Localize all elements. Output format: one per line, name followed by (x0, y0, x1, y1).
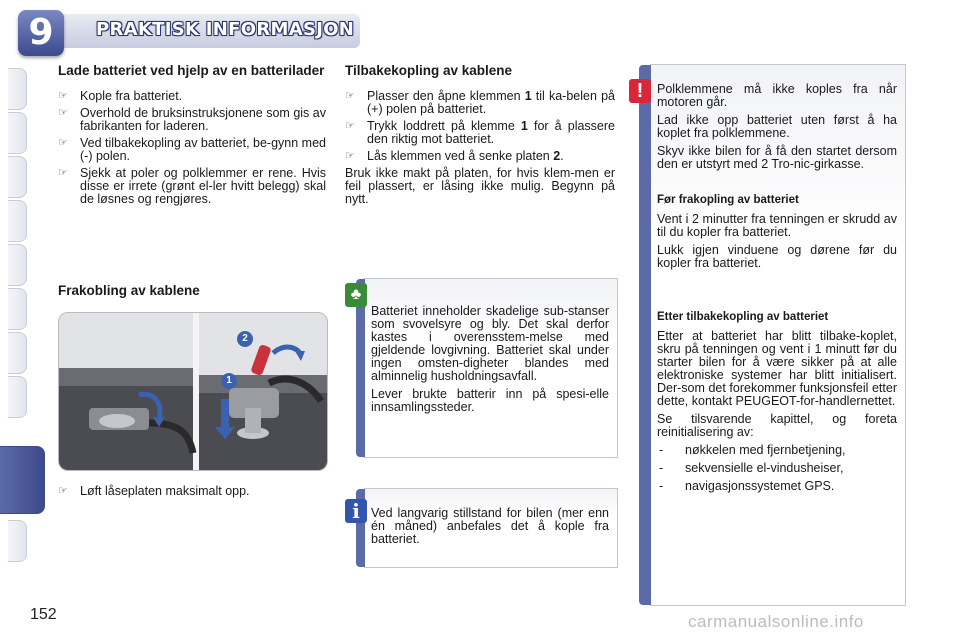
list-item: ☞ Overhold de bruksinstruksjonene som gis av fabrikanten for laderen. (58, 106, 326, 133)
chapter-number: 9 (18, 10, 64, 56)
chapter-tab-active[interactable] (0, 446, 45, 514)
chapter-tab[interactable] (8, 68, 27, 110)
list-item: ☞ Løft låseplaten maksimalt opp. (58, 484, 250, 498)
list-item: - navigasjonssystemet GPS. (659, 479, 835, 493)
chapter-tabs (0, 60, 34, 580)
after-text-1: Etter at batteriet har blitt tilbake-koplet, skru på tenningen og vent i 1 minutt før du starter bilen for å være sikker på at alle elektroniske systemer har blitt initialisert. Der-som det forekommer funksjonsfeil etter dette, kontakt PEUGEOT-for-handlernettet. (657, 329, 897, 408)
exclamation-icon: ! (629, 79, 651, 103)
list-item: ☞ Kople fra batteriet. (58, 89, 183, 103)
section-heading-reconnect: Tilbakekopling av kablene (345, 63, 513, 78)
page-title: PRAKTISK INFORMASJON (96, 19, 355, 40)
list-item: ☞ Ved tilbakekopling av batteriet, be-gynn med (-) polen. (58, 136, 326, 163)
pointing-hand-icon: ☞ (58, 485, 68, 497)
watermark: carmanualsonline.info (688, 612, 864, 631)
pointing-hand-icon: ☞ (345, 90, 355, 102)
battery-clamp-illustration (58, 312, 328, 471)
column-2 (345, 63, 615, 211)
pointing-hand-icon: ☞ (58, 107, 68, 119)
eco-text-1: Batteriet inneholder skadelige sub-stanser som svovelsyre og bly. Det skal derfor kastes i overensstem-melse med gjeldende lovgivning. Batteriet skal under ingen omsten-digheter blandes med alminnelig husholdningsavfall. (371, 304, 609, 383)
disconnect-steps (58, 485, 326, 502)
info-icon: i (345, 499, 367, 523)
chapter-tab[interactable] (8, 156, 27, 198)
chapter-tab[interactable] (8, 376, 27, 418)
warning-panel (636, 64, 906, 606)
chapter-tab[interactable] (8, 288, 27, 330)
list-item: ☞ Lås klemmen ved å senke platen 2. (345, 149, 564, 163)
section-heading-charging: Lade batteriet ved hjelp av en batterilader (58, 63, 325, 78)
chapter-tab[interactable] (8, 200, 27, 242)
after-text-2: Se tilsvarende kapittel, og foreta reinitialisering av: (657, 412, 897, 439)
eco-panel (350, 278, 618, 458)
section-heading-disconnect: Frakobling av kablene (58, 283, 200, 298)
page-number: 152 (30, 606, 57, 623)
list-item: ☞ Sjekk at poler og polklemmer er rene. Hvis disse er irrete (grønt el-ler hvitt belegg) skal de løsnes og rengjøres. (58, 166, 326, 206)
info-panel (352, 488, 618, 568)
pointing-hand-icon: ☞ (345, 120, 355, 132)
before-text-1: Vent i 2 minutter fra tenningen er skrudd av til du kopler fra batteriet. (657, 212, 897, 239)
subheading-after-reconnect: Etter tilbakekopling av batteriet (657, 311, 829, 323)
chapter-tab[interactable] (8, 520, 27, 562)
list-item: ☞ Trykk loddrett på klemme 1 for å plassere den riktig mot batteriet. (345, 119, 615, 146)
subheading-before-disconnect: Før frakopling av batteriet (657, 194, 799, 206)
list-item: - nøkkelen med fjernbetjening, (659, 443, 846, 457)
chapter-tab[interactable] (8, 244, 27, 286)
chapter-tab[interactable] (8, 332, 27, 374)
list-item: ☞ Plasser den åpne klemmen 1 til ka-belen på (+) polen på batteriet. (345, 89, 615, 116)
reconnect-note: Bruk ikke makt på platen, for hvis klem-men er feil plassert, er låsing ikke mulig. Begynn på nytt. (345, 166, 615, 206)
warning-text-3: Skyv ikke bilen for å få den startet dersom den er utstyrt med 2 Tro-nic-girkasse. (657, 144, 897, 171)
warning-text-2: Lad ikke opp batteriet uten først å ha koplet fra polklemmene. (657, 113, 897, 140)
reconnect-steps (345, 90, 615, 206)
pointing-hand-icon: ☞ (58, 137, 68, 149)
pointing-hand-icon: ☞ (345, 150, 355, 162)
eco-text-2: Lever brukte batterir inn på spesi-elle innsamlingssteder. (371, 387, 609, 414)
callout-1: 1 (221, 373, 237, 389)
info-text: Ved langvarig stillstand for bilen (mer enn én måned) anbefales det å kople fra batteriet. (371, 506, 609, 546)
panel-accent-bar (639, 65, 651, 605)
before-text-2: Lukk igjen vinduene og dørene før du kopler fra batteriet. (657, 243, 897, 270)
list-item: - sekvensielle el-vindusheiser, (659, 461, 844, 475)
tree-icon: ♣ (345, 283, 367, 307)
charging-steps (58, 90, 326, 206)
pointing-hand-icon: ☞ (58, 167, 68, 179)
column-1 (58, 63, 326, 210)
chapter-tab[interactable] (8, 112, 27, 154)
callout-2: 2 (237, 331, 253, 347)
warning-text-1: Polklemmene må ikke koples fra når motoren går. (657, 82, 897, 109)
pointing-hand-icon: ☞ (58, 90, 68, 102)
